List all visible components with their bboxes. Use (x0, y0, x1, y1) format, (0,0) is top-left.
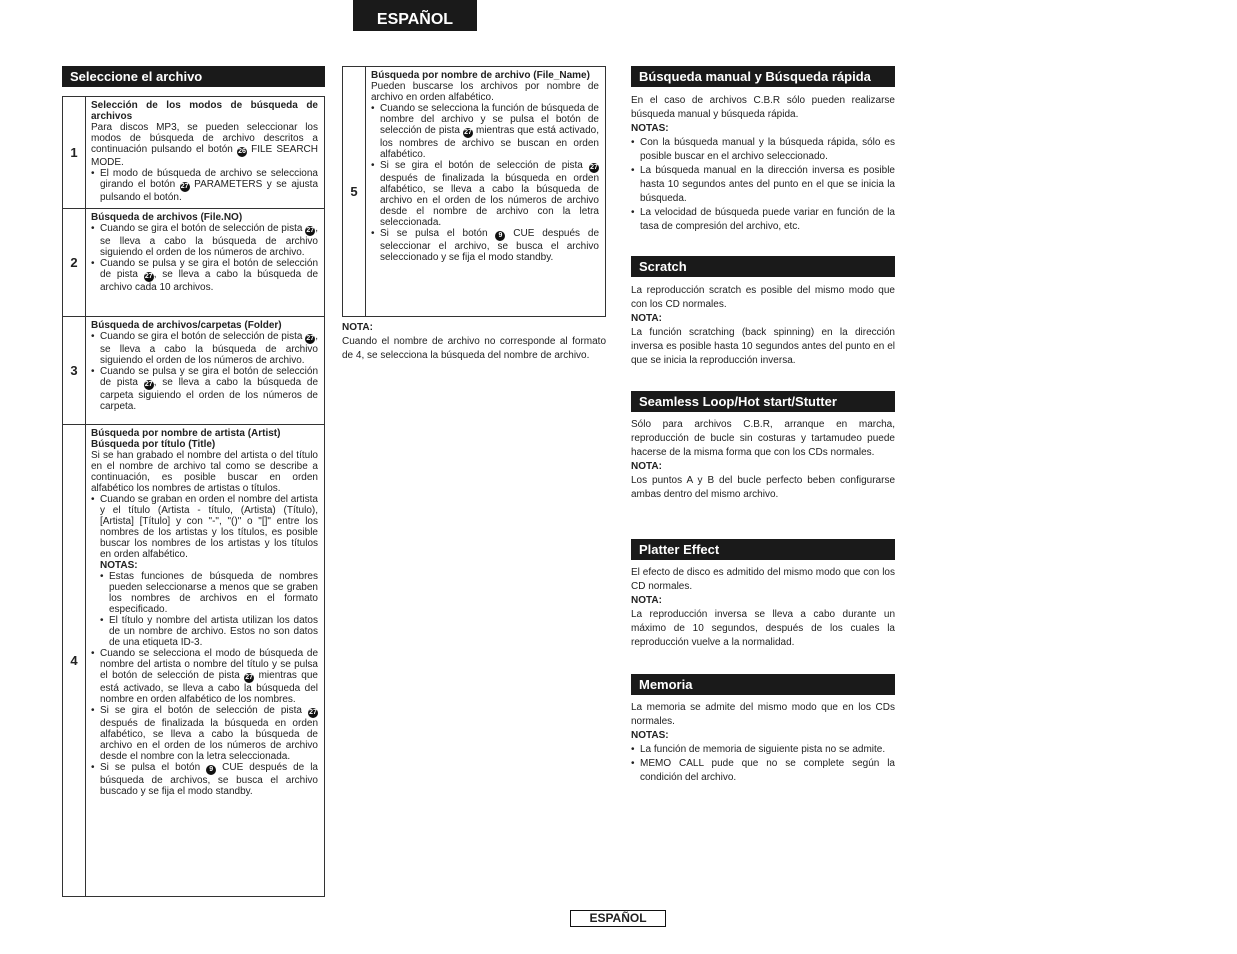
step-number: 5 (343, 67, 366, 317)
step-row-3 (63, 317, 325, 425)
list-item: • Si se pulsa el botón 9 CUE después de la búsqueda de archivos, se busca el archivo buscado y se fija el modo standby. (91, 762, 318, 797)
button-number-icon: 27 (464, 129, 472, 136)
step-title: Búsqueda por nombre de archivo (File_Name) (371, 70, 590, 81)
section-title-seleccione: Seleccione el archivo (62, 66, 325, 87)
step-content (86, 425, 325, 897)
language-tab: ESPAÑOL (353, 0, 477, 31)
steps-table-middle (342, 66, 606, 317)
notas-label: NOTAS: (631, 123, 669, 134)
list-item: • El modo de búsqueda de archivo se selecciona girando el botón 27 PARAMETERS y se ajusta pulsando el botón. (91, 168, 318, 203)
list-item: • Si se pulsa el botón 9 CUE después de seleccionar el archivo, se busca el archivo seleccionado y se fija el modo standby. (371, 228, 599, 263)
nota-label: NOTA: (631, 461, 662, 472)
step-paragraph: Si se han grabado el nombre del artista o del título en el nombre de archivo tal como se describe a continuación, es posible buscar en orden alfabético los nombres de artistas o títulos. (91, 450, 318, 494)
button-number-icon: 9 (206, 765, 216, 775)
note-item: • La velocidad de búsqueda puede variar en función de la tasa de compresión del archivo, etc. (631, 206, 895, 234)
nota-label: NOTA: (342, 322, 373, 333)
section-title-seamless: Seamless Loop/Hot start/Stutter (631, 391, 895, 412)
step-row-2 (63, 209, 325, 317)
section-paragraph: La memoria se admite del mismo modo que en los CDs normales. (631, 702, 895, 727)
button-number-icon: 9 (495, 231, 505, 241)
section-paragraph: La función scratching (back spinning) en la dirección inversa es posible hasta 10 segundos antes del punto en el que se inicia la reproducción inversa. (631, 327, 895, 366)
step-title: Búsqueda de archivos (File.NO) (91, 212, 243, 223)
button-number-icon: 27 (306, 335, 315, 342)
button-number-icon: 27 (309, 709, 317, 716)
step-title: Selección de los modos de búsqueda de archivos (91, 100, 318, 122)
list-item: • Si se gira el botón de selección de pista 27 después de finalizada la búsqueda en orden alfabético, se lleva a cabo la búsqueda de archivo en el orden de los números de archivo desde el nombre con la letra seleccionada. (91, 705, 318, 762)
section-body-platter (631, 566, 895, 650)
button-number-icon: 27 (590, 164, 598, 171)
button-number-icon: 26 (238, 148, 246, 155)
section-title-busqueda-manual: Búsqueda manual y Búsqueda rápida (631, 66, 895, 87)
button-number-icon: 27 (245, 674, 254, 681)
note-item: • La función de memoria de siguiente pista no se admite. (631, 743, 895, 757)
list-item: • Cuando se pulsa y se gira el botón de selección de pista 27, se lleva a cabo la búsqueda de carpeta siguiendo el orden de los números de carpeta. (91, 366, 318, 412)
list-item: • Cuando se pulsa y se gira el botón de selección de pista 27, se lleva a cabo la búsqueda de archivo cada 10 archivos. (91, 258, 318, 293)
section-paragraph: Sólo para archivos C.B.R, arranque en marcha, reproducción de bucle sin costuras y tartamudeo puede hacerse de la misma forma que con los CDs normales. (631, 419, 895, 458)
step-number: 2 (63, 209, 86, 317)
note-item: • El título y nombre del artista utilizan los datos de un nombre de archivo. Estos no son datos de una etiqueta ID-3. (91, 615, 318, 648)
step-number: 3 (63, 317, 86, 425)
step-row-5 (343, 67, 606, 317)
section-title-platter: Platter Effect (631, 539, 895, 560)
step-title: Búsqueda por nombre de artista (Artist) (91, 428, 281, 439)
section-paragraph: Los puntos A y B del bucle perfecto beben configurarse ambas dentro del mismo archivo. (631, 475, 895, 500)
section-title-memoria: Memoria (631, 674, 895, 695)
notas-label: NOTAS: (100, 560, 138, 571)
step-content (86, 317, 325, 425)
step-number: 1 (63, 97, 86, 209)
note-item: • La búsqueda manual en la dirección inversa es posible hasta 10 segundos antes del punto en el que se inicia la búsqueda. (631, 164, 895, 206)
list-item: • Cuando se selecciona la función de búsqueda de nombre del archivo y se pulsa el botón de selección de pista 27 mientras que está activado, los nombres de archivo se buscan en orden alfabético. (371, 103, 599, 160)
nota-text: Cuando el nombre de archivo no corresponde al formato de 4, se selecciona la búsqueda del nombre de archivo. (342, 336, 606, 361)
section-body-seamless (631, 418, 895, 502)
section-paragraph: El efecto de disco es admitido del mismo modo que con los CD normales. (631, 567, 895, 592)
button-number-icon: 27 (144, 381, 153, 388)
section-paragraph: La reproducción scratch es posible del mismo modo que con los CD normales. (631, 285, 895, 310)
step-row-4 (63, 425, 325, 897)
section-paragraph: La reproducción inversa se lleva a cabo durante un máximo de 10 segundos, después de los cuales la reproducción vuelve a la normalidad. (631, 609, 895, 648)
step-paragraph: Pueden buscarse los archivos por nombre de archivo en orden alfabético. (371, 81, 599, 103)
list-item: • Cuando se gira el botón de selección de pista 27, se lleva a cabo la búsqueda de archivo siguiendo el orden de los números de archivo. (91, 223, 318, 258)
section-body-scratch (631, 284, 895, 368)
button-number-icon: 27 (180, 183, 189, 190)
section-title-scratch: Scratch (631, 256, 895, 277)
note-item: • Estas funciones de búsqueda de nombres pueden seleccionarse a menos que se graben los nombres de archivos en el formato especificado. (91, 571, 318, 615)
nota-label: NOTA: (631, 595, 662, 606)
button-number-icon: 27 (144, 273, 153, 280)
notas-label: NOTAS: (631, 730, 669, 741)
note-item: • MEMO CALL pude que no se complete según la condición del archivo. (631, 757, 895, 785)
step-subtitle: Búsqueda por título (Title) (91, 439, 216, 450)
section-body-busqueda-manual (631, 94, 895, 234)
step-row-1 (63, 97, 325, 209)
button-number-icon: 27 (306, 227, 315, 234)
section-body-memoria (631, 701, 895, 785)
steps-table-left (62, 96, 325, 897)
footer-language-label: ESPAÑOL (570, 910, 666, 927)
step-number: 4 (63, 425, 86, 897)
step-content (366, 67, 606, 317)
list-item: • Cuando se selecciona el modo de búsqueda de nombre del artista o nombre del título y se pulsa el botón de selección de pista 27 mientras que está activado, se lleva a cabo la búsqueda del nombre en orden alfabético de los nombres. (91, 648, 318, 705)
nota-label: NOTA: (631, 313, 662, 324)
nota-block-middle (342, 321, 606, 363)
step-title: Búsqueda de archivos/carpetas (Folder) (91, 320, 282, 331)
list-item: • Cuando se gira el botón de selección de pista 27, se lleva a cabo la búsqueda de archivo siguiendo el orden de los números de archivo. (91, 331, 318, 366)
list-item: • Si se gira el botón de selección de pista 27 después de finalizada la búsqueda en orden alfabético, se lleva a cabo la búsqueda de archivo en el orden de los números de archivo desde el nombre de archivo con la letra seleccionada. (371, 160, 599, 228)
list-item: • Cuando se graban en orden el nombre del artista y el título (Artista - título, (Artista) (Título), [Artista] [Título] y con "-", "()" o "[]" entre los nombres de los artistas y los títulos, es posible buscar los nombres de los artistas y los títulos en orden alfabético. (91, 494, 318, 560)
step-paragraph: Para discos MP3, se pueden seleccionar los modos de búsqueda de archivo descritos a continuación pulsando el botón 26 FILE SEARCH MODE. (91, 122, 318, 168)
step-content (86, 97, 325, 209)
note-item: • Con la búsqueda manual y la búsqueda rápida, sólo es posible buscar en el archivo seleccionado. (631, 136, 895, 164)
step-content (86, 209, 325, 317)
section-paragraph: En el caso de archivos C.B.R sólo pueden realizarse búsqueda manual y búsqueda rápida. (631, 95, 895, 120)
